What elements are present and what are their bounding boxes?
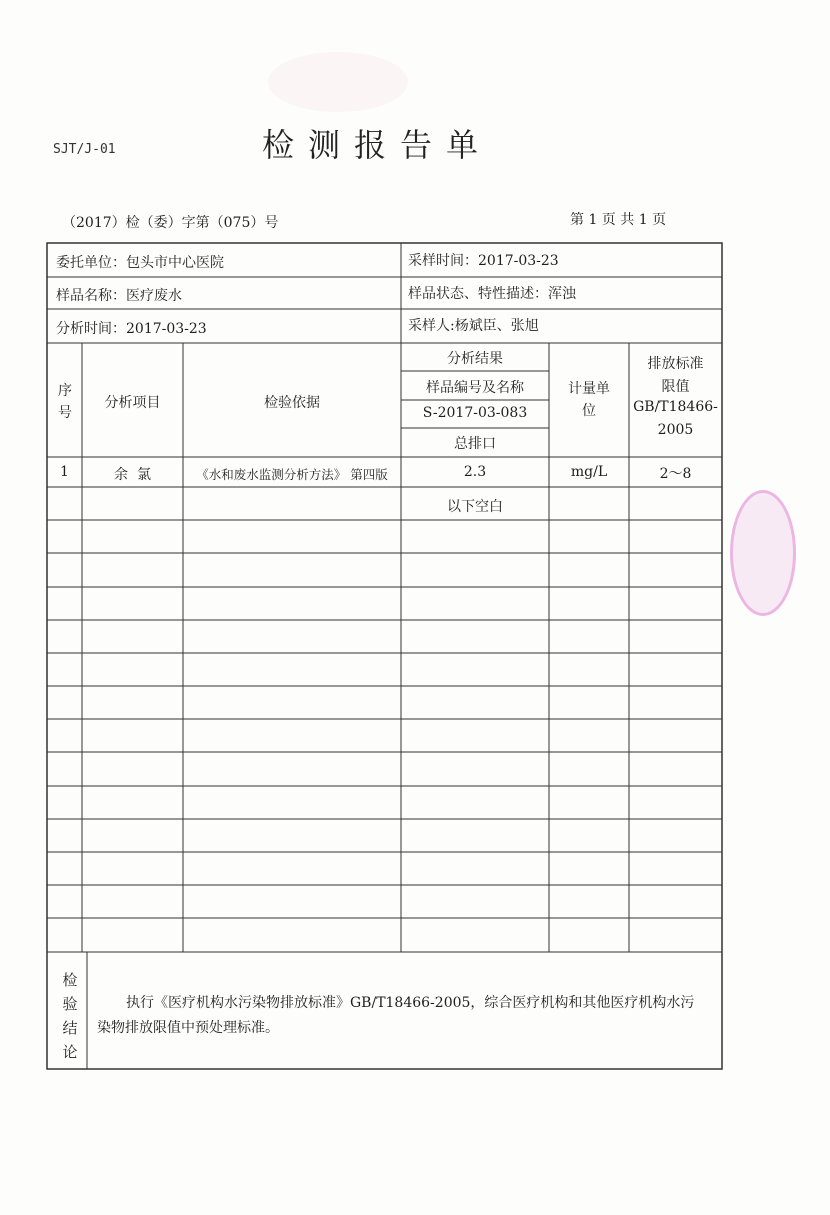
conclusion-text-line2: 染物排放限值中预处理标准。 xyxy=(97,1020,279,1036)
col-limit-header-line4: 2005 xyxy=(657,422,694,438)
sampler-label: 采样人: xyxy=(408,318,455,334)
col-basis-header: 检验依据 xyxy=(264,395,320,411)
row-1-limit: 2～8 xyxy=(659,466,692,482)
col-item-header: 分析项目 xyxy=(104,395,161,411)
sampling-time-value: 2017-03-23 xyxy=(478,253,559,269)
sample-id: S-2017-03-083 xyxy=(422,405,528,421)
sample-name-value: 医疗废水 xyxy=(126,288,182,304)
client-value: 包头市中心医院 xyxy=(126,255,224,271)
blank-note: 以下空白 xyxy=(447,499,503,515)
sample-state-label: 样品状态、特性描述： xyxy=(408,286,548,302)
form-code: SJT/J-01 xyxy=(53,142,116,157)
row-1-item: 余 氯 xyxy=(114,467,151,483)
row-1-unit: mg/L xyxy=(570,464,608,480)
col-limit-header-line3: GB/T18466- xyxy=(633,399,718,415)
row-1-basis: 《水和废水监测分析方法》 第四版 xyxy=(196,467,388,482)
analysis-time-value: 2017-03-23 xyxy=(126,321,207,337)
conclusion-text-line1: 执行《医疗机构水污染物排放标准》GB/T18466-2005，综合医疗机构和其他医疗机构水污 xyxy=(126,995,695,1011)
sample-name-label: 样品名称： xyxy=(56,288,126,304)
col-limit-header-line2: 限值 xyxy=(661,379,690,395)
row-1-seq: 1 xyxy=(60,464,69,480)
sample-state-value: 浑浊 xyxy=(548,286,576,302)
col-sample-id-name-header: 样品编号及名称 xyxy=(426,380,524,396)
analysis-time-label: 分析时间： xyxy=(56,321,126,337)
sample-location: 总排口 xyxy=(454,436,496,452)
sampling-time-label: 采样时间： xyxy=(408,253,478,269)
col-unit-header: 计量单位 xyxy=(568,381,610,419)
col-seq-header: 序号 xyxy=(58,383,72,421)
page-info: 第 1 页 共 1 页 xyxy=(570,212,667,228)
page-title: 检测报告单 xyxy=(262,126,493,164)
col-limit-header-line1: 排放标准 xyxy=(647,356,704,372)
sampler-value: 杨斌臣、张旭 xyxy=(454,318,539,334)
document-number: （2017）检（委）字第（075）号 xyxy=(62,215,279,231)
row-1-result: 2.3 xyxy=(463,464,487,480)
col-result-header: 分析结果 xyxy=(447,351,503,367)
client-label: 委托单位： xyxy=(56,255,126,271)
conclusion-label: 检验结论 xyxy=(62,971,78,1061)
